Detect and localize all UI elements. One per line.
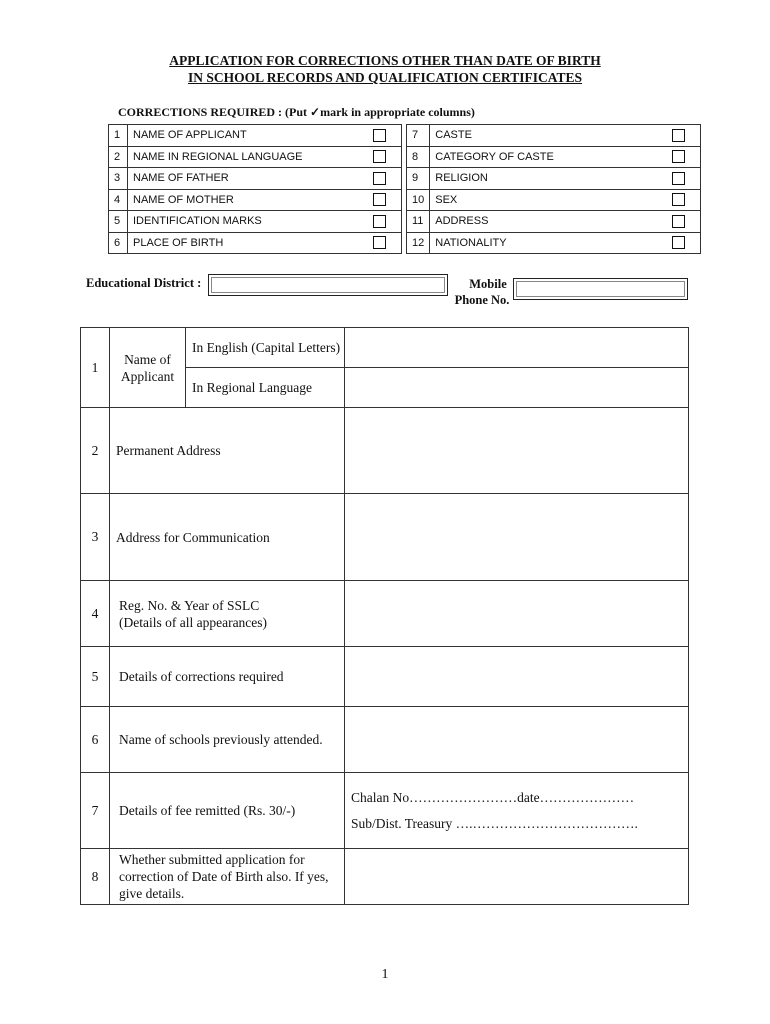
name-label-line2: Applicant xyxy=(120,368,175,384)
checkbox-square-icon[interactable] xyxy=(672,129,685,142)
form-title-line1: APPLICATION FOR CORRECTIONS OTHER THAN DATE OF BIRTH xyxy=(169,53,601,68)
corrections-required-field[interactable] xyxy=(345,647,689,707)
dob-label-line1: Whether submitted application for xyxy=(119,852,305,867)
correction-number: 12 xyxy=(407,232,430,254)
form-row-permanent-address xyxy=(81,408,689,494)
fee-details-field[interactable] xyxy=(345,773,689,849)
permanent-address-label: Permanent Address xyxy=(110,408,345,494)
row-number: 2 xyxy=(81,408,110,494)
checkbox-square-icon[interactable] xyxy=(672,193,685,206)
row-number: 7 xyxy=(81,773,110,849)
mobile-label-line2: Phone No. xyxy=(454,293,510,307)
corrections-required-label: Details of corrections required xyxy=(110,647,345,707)
correction-number: 5 xyxy=(109,211,128,233)
name-regional-field[interactable] xyxy=(345,368,689,408)
dob-label-line3: give details. xyxy=(119,886,185,901)
corrections-row xyxy=(109,232,701,254)
correction-checkbox[interactable] xyxy=(657,232,701,254)
correction-checkbox[interactable] xyxy=(657,146,701,168)
form-row-name-english xyxy=(81,328,689,368)
name-regional-label: In Regional Language xyxy=(186,368,345,408)
form-row-sslc xyxy=(81,581,689,647)
correction-number: 9 xyxy=(407,168,430,190)
sslc-label xyxy=(110,581,345,647)
correction-label: CASTE xyxy=(430,125,658,147)
row-number: 8 xyxy=(81,849,110,905)
dob-correction-field[interactable] xyxy=(345,849,689,905)
communication-address-field[interactable] xyxy=(345,494,689,581)
fee-remitted-label: Details of fee remitted (Rs. 30/-) xyxy=(110,773,345,849)
name-label-line1: Name of xyxy=(124,351,171,367)
checkbox-square-icon[interactable] xyxy=(373,172,386,185)
correction-number: 8 xyxy=(407,146,430,168)
correction-number: 2 xyxy=(109,146,128,168)
sslc-label-line1: Reg. No. & Year of SSLC xyxy=(119,597,260,613)
correction-label: NAME IN REGIONAL LANGUAGE xyxy=(128,146,359,168)
row-number: 3 xyxy=(81,494,110,581)
checkbox-square-icon[interactable] xyxy=(373,215,386,228)
permanent-address-field[interactable] xyxy=(345,408,689,494)
dob-correction-label xyxy=(110,849,345,905)
district-input[interactable] xyxy=(208,274,448,296)
form-title-line2: IN SCHOOL RECORDS AND QUALIFICATION CERTIFICATES xyxy=(188,70,582,85)
form-row-schools xyxy=(81,707,689,773)
treasury-line: Sub/Dist. Treasury ….………………………………. xyxy=(351,815,638,831)
correction-label: SEX xyxy=(430,189,658,211)
checkbox-square-icon[interactable] xyxy=(672,236,685,249)
name-english-label: In English (Capital Letters) xyxy=(186,328,345,368)
correction-label: CATEGORY OF CASTE xyxy=(430,146,658,168)
form-row-dob xyxy=(81,849,689,905)
name-english-field[interactable] xyxy=(345,328,689,368)
correction-checkbox[interactable] xyxy=(358,232,402,254)
mobile-input[interactable] xyxy=(513,278,688,300)
mobile-label xyxy=(454,276,511,308)
correction-checkbox[interactable] xyxy=(358,146,402,168)
application-form-table xyxy=(80,327,689,905)
corrections-row xyxy=(109,125,701,147)
form-row-corrections xyxy=(81,647,689,707)
correction-checkbox[interactable] xyxy=(358,125,402,147)
form-row-fee xyxy=(81,773,689,849)
dob-label-line2: correction of Date of Birth also. If yes, xyxy=(119,869,329,884)
row-number: 6 xyxy=(81,707,110,773)
mobile-label-line1: Mobile xyxy=(469,277,507,291)
correction-number: 1 xyxy=(109,125,128,147)
corrections-row xyxy=(109,211,701,233)
correction-number: 3 xyxy=(109,168,128,190)
chalan-line: Chalan No……………………date………………… xyxy=(351,789,635,805)
schools-attended-field[interactable] xyxy=(345,707,689,773)
correction-number: 4 xyxy=(109,189,128,211)
correction-checkbox[interactable] xyxy=(657,211,701,233)
page-number: 1 xyxy=(381,967,389,982)
sslc-field[interactable] xyxy=(345,581,689,647)
checkbox-square-icon[interactable] xyxy=(373,150,386,163)
checkbox-square-icon[interactable] xyxy=(672,150,685,163)
correction-label: RELIGION xyxy=(430,168,658,190)
correction-label: NAME OF APPLICANT xyxy=(128,125,359,147)
correction-label: ADDRESS xyxy=(430,211,658,233)
form-row-communication-address xyxy=(81,494,689,581)
correction-checkbox[interactable] xyxy=(358,168,402,190)
checkbox-square-icon[interactable] xyxy=(672,172,685,185)
correction-number: 10 xyxy=(407,189,430,211)
correction-label: NATIONALITY xyxy=(430,232,658,254)
correction-label: PLACE OF BIRTH xyxy=(128,232,359,254)
corrections-row xyxy=(109,168,701,190)
correction-number: 6 xyxy=(109,232,128,254)
sslc-label-line2: (Details of all appearances) xyxy=(119,614,268,630)
correction-checkbox[interactable] xyxy=(358,189,402,211)
corrections-heading: CORRECTIONS REQUIRED : (Put ✓mark in appropriate columns) xyxy=(118,105,475,119)
row-number: 1 xyxy=(81,328,110,408)
correction-label: NAME OF MOTHER xyxy=(128,189,359,211)
corrections-row xyxy=(109,189,701,211)
correction-checkbox[interactable] xyxy=(657,125,701,147)
correction-number: 11 xyxy=(407,211,430,233)
row-number: 4 xyxy=(81,581,110,647)
correction-number: 7 xyxy=(407,125,430,147)
name-of-applicant-label xyxy=(110,328,186,408)
row-number: 5 xyxy=(81,647,110,707)
correction-label: IDENTIFICATION MARKS xyxy=(128,211,359,233)
correction-checkbox[interactable] xyxy=(657,189,701,211)
schools-attended-label: Name of schools previously attended. xyxy=(110,707,345,773)
district-label: Educational District : xyxy=(86,276,202,290)
checkbox-square-icon[interactable] xyxy=(373,236,386,249)
checkbox-square-icon[interactable] xyxy=(373,129,386,142)
correction-checkbox[interactable] xyxy=(358,211,402,233)
correction-label: NAME OF FATHER xyxy=(128,168,359,190)
checkbox-square-icon[interactable] xyxy=(672,215,685,228)
correction-checkbox[interactable] xyxy=(657,168,701,190)
corrections-row xyxy=(109,146,701,168)
communication-address-label: Address for Communication xyxy=(110,494,345,581)
corrections-table xyxy=(108,124,701,254)
checkbox-square-icon[interactable] xyxy=(373,193,386,206)
